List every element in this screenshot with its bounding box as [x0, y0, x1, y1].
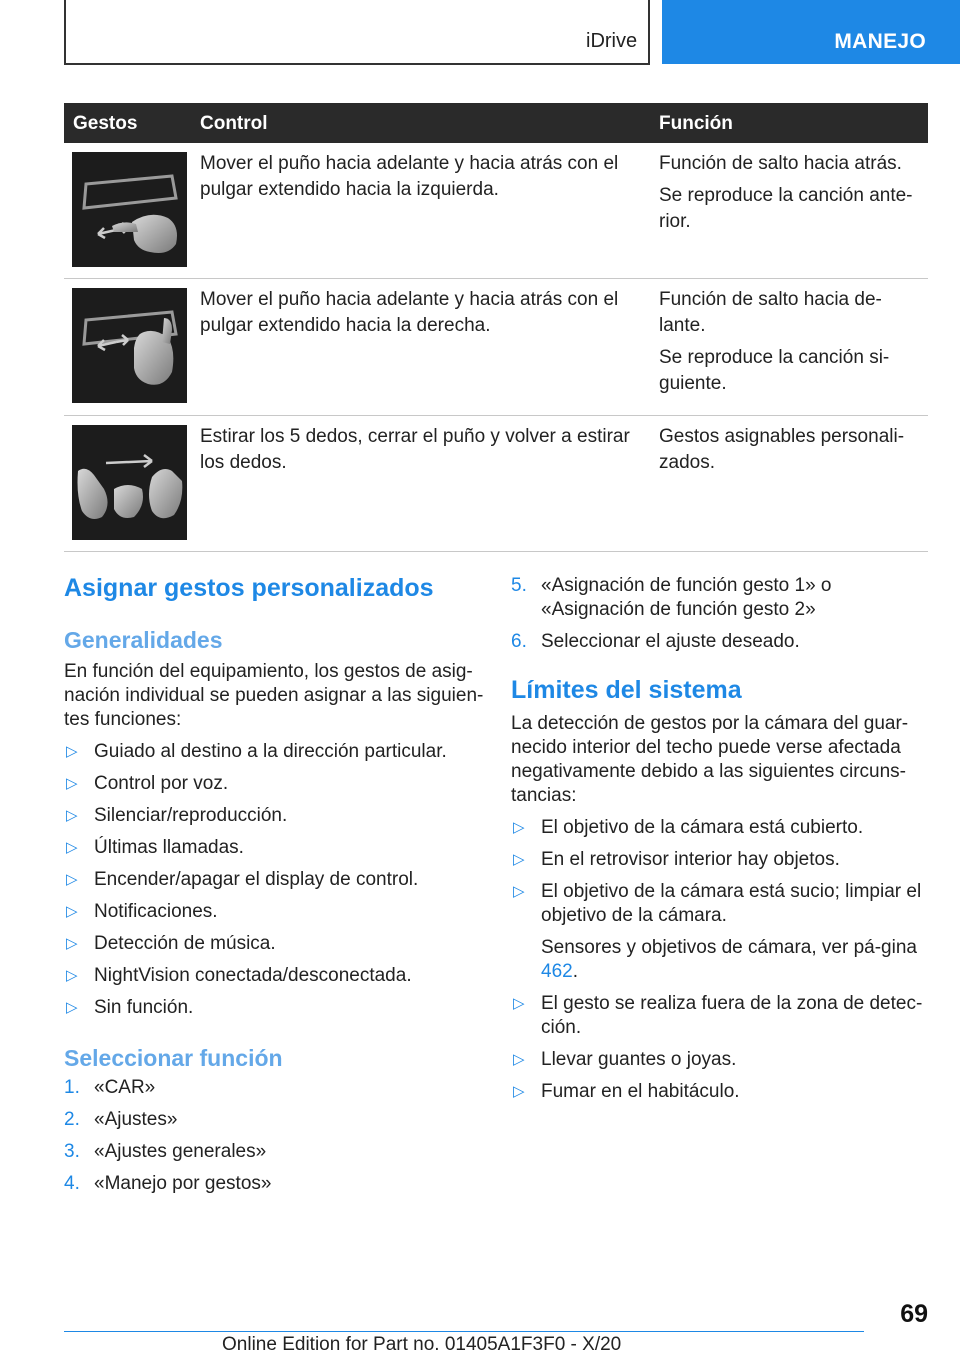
- list-item: [64, 740, 484, 764]
- section-title-limits: Límites del sistema: [511, 676, 742, 704]
- function-line: Se reproduce la canción si-guiente.: [659, 347, 890, 394]
- gesture-spread-fingers-icon: [72, 425, 187, 540]
- step-text: «Manejo por gestos»: [94, 1173, 272, 1194]
- triangle-right-outline-icon: ▷: [66, 743, 78, 760]
- list-item: [64, 804, 484, 828]
- list-item: [64, 900, 484, 924]
- page-link[interactable]: 462: [541, 961, 573, 982]
- step-item: [511, 630, 931, 654]
- header-section-label: iDrive: [586, 30, 638, 52]
- step-number: 5.: [511, 575, 527, 596]
- step-item: [64, 1076, 484, 1100]
- header-separator: [648, 0, 650, 64]
- triangle-right-outline-icon: ▷: [513, 995, 525, 1012]
- list-item-text: Silenciar/reproducción.: [94, 805, 288, 826]
- step-item: [64, 1172, 484, 1196]
- step-number: 1.: [64, 1077, 80, 1098]
- table-header: [64, 103, 928, 143]
- list-item-text: Sin función.: [94, 997, 194, 1018]
- list-item-text: Notificaciones.: [94, 901, 218, 922]
- triangle-right-outline-icon: ▷: [66, 999, 78, 1016]
- list-item-text: Fumar en el habitáculo.: [541, 1081, 740, 1102]
- triangle-right-outline-icon: ▷: [66, 775, 78, 792]
- column-control: Control: [200, 113, 268, 134]
- row-control-text: Mover el puño hacia adelante y hacia atrás con el pulgar extendido hacia la izquierda.: [200, 153, 619, 200]
- gesture-table: [64, 103, 928, 552]
- chapter-label: MANEJO: [834, 30, 926, 53]
- list-item: [64, 932, 484, 956]
- triangle-right-outline-icon: ▷: [513, 883, 525, 900]
- table-row: [64, 416, 928, 552]
- footer-edition: Online Edition for Part no. 01405A1F3F0 - X/20: [222, 1334, 622, 1355]
- general-paragraph: En función del equipamiento, los gestos de asig-nación individual se pueden asignar a las siguien-tes funciones:: [64, 661, 484, 730]
- list-item: [511, 848, 931, 872]
- step-number: 2.: [64, 1109, 80, 1130]
- limits-list: [511, 816, 931, 1104]
- table-row: [64, 279, 928, 416]
- step-number: 3.: [64, 1141, 80, 1162]
- list-item-text: NightVision conectada/desconectada.: [94, 965, 412, 986]
- steps-list: [64, 1076, 484, 1196]
- list-item-text: Encender/apagar el display de control.: [94, 869, 419, 890]
- step-text: «Ajustes»: [94, 1109, 178, 1130]
- triangle-right-outline-icon: ▷: [66, 871, 78, 888]
- triangle-right-outline-icon: ▷: [66, 935, 78, 952]
- see-reference-text: Sensores y objetivos de cámara, ver pá-gina: [541, 937, 917, 958]
- steps-list-continued: [511, 574, 931, 654]
- right-column: [511, 574, 931, 1104]
- triangle-right-outline-icon: ▷: [66, 903, 78, 920]
- header-bottom-rule: [64, 63, 650, 65]
- step-item: [64, 1140, 484, 1164]
- function-line: Gestos asignables personali-zados.: [659, 426, 905, 473]
- page-number: 69: [900, 1300, 928, 1328]
- list-item: [511, 1080, 931, 1104]
- list-item-text: El objetivo de la cámara está sucio; limpiar el objetivo de la cámara.: [541, 881, 922, 926]
- step-item: [64, 1108, 484, 1132]
- subheading-seleccionar: Seleccionar función: [64, 1045, 283, 1071]
- list-item-text: Últimas llamadas.: [94, 837, 244, 858]
- function-line: Función de salto hacia atrás.: [659, 153, 902, 174]
- step-text: «Asignación de función gesto 1» o «Asignación de función gesto 2»: [541, 575, 832, 620]
- row-control-text: Estirar los 5 dedos, cerrar el puño y volver a estirar los dedos.: [200, 426, 630, 473]
- column-gestos: Gestos: [73, 113, 138, 134]
- function-line: Se reproduce la canción ante-rior.: [659, 185, 913, 232]
- left-column: [64, 570, 484, 1196]
- triangle-right-outline-icon: ▷: [513, 819, 525, 836]
- step-number: 4.: [64, 1173, 80, 1194]
- footer-rule: [64, 1331, 864, 1332]
- list-item-text: Guiado al destino a la dirección particular.: [94, 741, 447, 762]
- section-title: Asignar gestos personalizados: [64, 574, 434, 602]
- gesture-thumb-right-icon: [72, 288, 187, 403]
- list-item: [511, 816, 931, 840]
- triangle-right-outline-icon: ▷: [513, 1051, 525, 1068]
- list-item-text: Control por voz.: [94, 773, 229, 794]
- list-item: [511, 992, 931, 1040]
- list-item: [64, 836, 484, 860]
- list-item: [64, 772, 484, 796]
- triangle-right-outline-icon: ▷: [66, 839, 78, 856]
- header-left-rule: [64, 0, 66, 64]
- list-item: [64, 868, 484, 892]
- list-item: [64, 996, 484, 1020]
- step-number: 6.: [511, 631, 527, 652]
- step-item: [511, 574, 931, 622]
- step-text: «CAR»: [94, 1077, 156, 1098]
- limits-paragraph: La detección de gestos por la cámara del guar-necido interior del techo puede verse afectada negativamente debido a las siguientes circuns-tancias:: [511, 713, 909, 806]
- see-reference-end: .: [572, 961, 578, 982]
- gesture-thumb-left-icon: [72, 152, 187, 267]
- header-chapter-tab[interactable]: [662, 0, 960, 64]
- table-row: [64, 143, 928, 279]
- triangle-right-outline-icon: ▷: [66, 967, 78, 984]
- list-item: [64, 964, 484, 988]
- triangle-right-outline-icon: ▷: [513, 851, 525, 868]
- row-function-text: [659, 287, 924, 403]
- triangle-right-outline-icon: ▷: [66, 807, 78, 824]
- step-text: «Ajustes generales»: [94, 1141, 267, 1162]
- column-funcion: Función: [659, 113, 733, 134]
- list-item-text: Llevar guantes o joyas.: [541, 1049, 737, 1070]
- list-item-text: En el retrovisor interior hay objetos.: [541, 849, 840, 870]
- list-item: [511, 880, 931, 984]
- row-control-text: Mover el puño hacia adelante y hacia atrás con el pulgar extendido hacia la derecha.: [200, 289, 619, 336]
- subheading-generalidades: Generalidades: [64, 627, 223, 653]
- triangle-right-outline-icon: ▷: [513, 1083, 525, 1100]
- step-text: Seleccionar el ajuste deseado.: [541, 631, 800, 652]
- see-reference: [541, 936, 931, 984]
- function-line: Función de salto hacia de-lante.: [659, 289, 882, 336]
- row-function-text: [659, 424, 924, 482]
- function-list: [64, 740, 484, 1020]
- list-item-text: El objetivo de la cámara está cubierto.: [541, 817, 864, 838]
- row-function-text: [659, 151, 924, 241]
- list-item: [511, 1048, 931, 1072]
- list-item-text: Detección de música.: [94, 933, 276, 954]
- list-item-text: El gesto se realiza fuera de la zona de detec-ción.: [541, 993, 923, 1038]
